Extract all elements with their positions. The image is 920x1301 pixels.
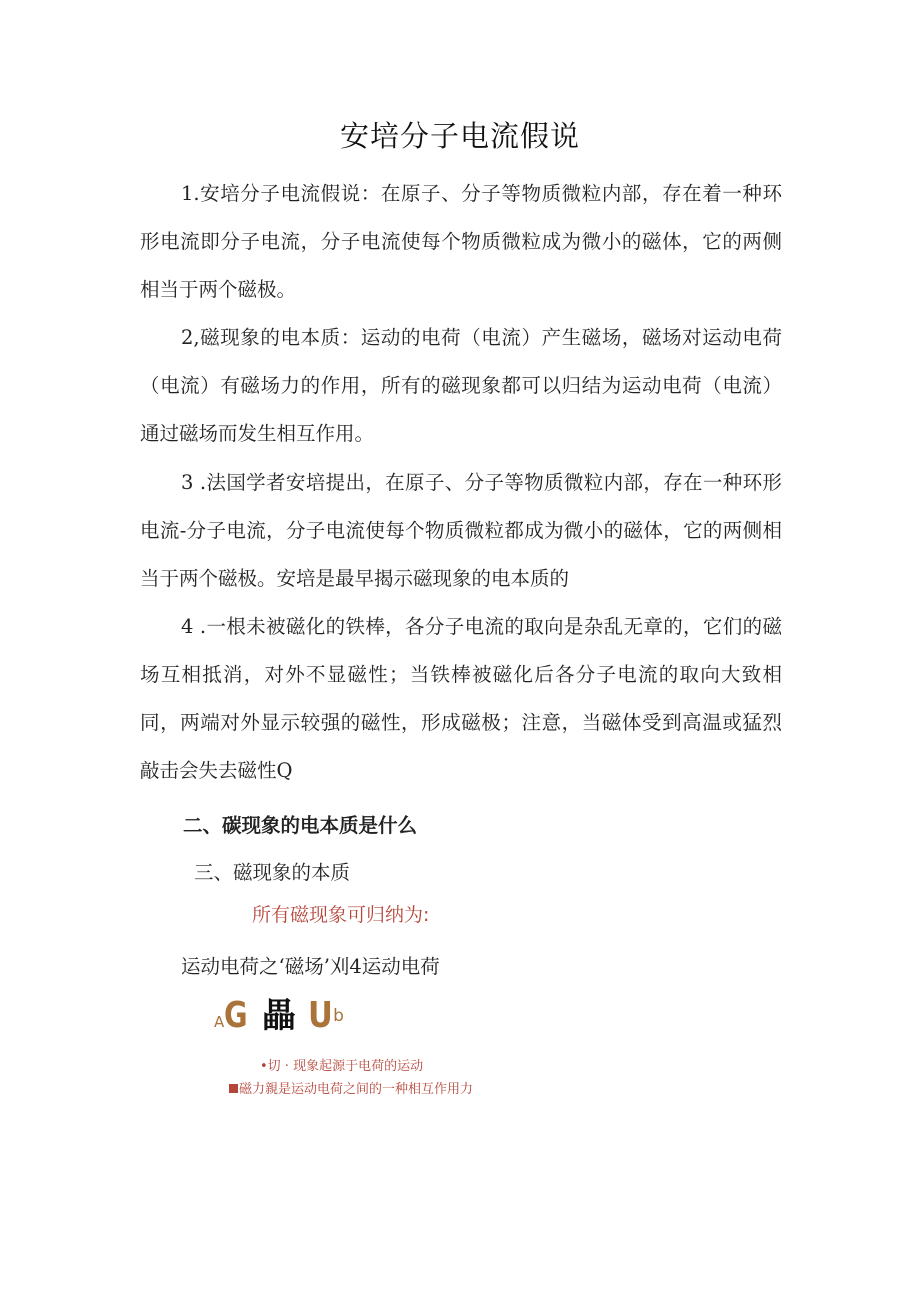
glyph-a: A xyxy=(214,1013,225,1031)
paragraph-2: 2,磁现象的电本质：运动的电荷（电流）产生磁场，磁场对运动电荷（电流）有磁场力的作用，所有的磁现象都可以归结为运动电荷（电流）通过磁场而发生相互作用。 xyxy=(140,326,782,445)
glyph-lei: 畾 xyxy=(261,996,296,1036)
paragraph-1: 1.安培分子电流假说：在原子、分子等物质微粒内部，存在着一种环形电流即分子电流，分子电流使每个物质微粒成为微小的磁体，它的两侧相当于两个磁极。 xyxy=(140,182,782,301)
page-title: 安培分子电流假说 xyxy=(339,119,580,153)
figure-note-2-text: 磁力親是运动电荷之间的一种相互作用力 xyxy=(239,1082,474,1097)
figure-note-1: •切 · 现象起源于电荷的运动 xyxy=(260,1059,424,1074)
square-bullet-icon xyxy=(229,1084,238,1093)
glyph-u: U xyxy=(307,995,333,1036)
figure-formula: 运动电荷之‘磁场’刈4运动电荷 xyxy=(181,955,440,978)
section-heading-3: 三、磁现象的本质 xyxy=(194,861,351,884)
figure-note-2 xyxy=(229,1078,473,1097)
paragraph-3: 3 .法国学者安培提出，在原子、分子等物质微粒内部，存在一种环形电流-分子电流，分子电流使每个物质微粒都成为微小的磁体，它的两侧相当于两个磁极。安培是最早揭示磁现象的电本质的 xyxy=(140,471,782,590)
paragraph-4: 4 .一根未被磁化的铁棒，各分子电流的取向是杂乱无章的，它们的磁场互相抵消，对外不显磁性；当铁棒被磁化后各分子电流的取向大致相同，两端对外显示较强的磁性，形成磁极；注意，当磁体受到高温或猛烈敲击会失去磁性Q xyxy=(140,615,782,782)
figure-glyphs xyxy=(214,988,344,1036)
figure-caption: 所有磁现象可归纳为: xyxy=(252,904,430,926)
section-heading-2: 二、碳现象的电本质是什么 xyxy=(183,814,418,837)
glyph-b: b xyxy=(333,1006,344,1026)
glyph-g: G xyxy=(224,995,248,1036)
